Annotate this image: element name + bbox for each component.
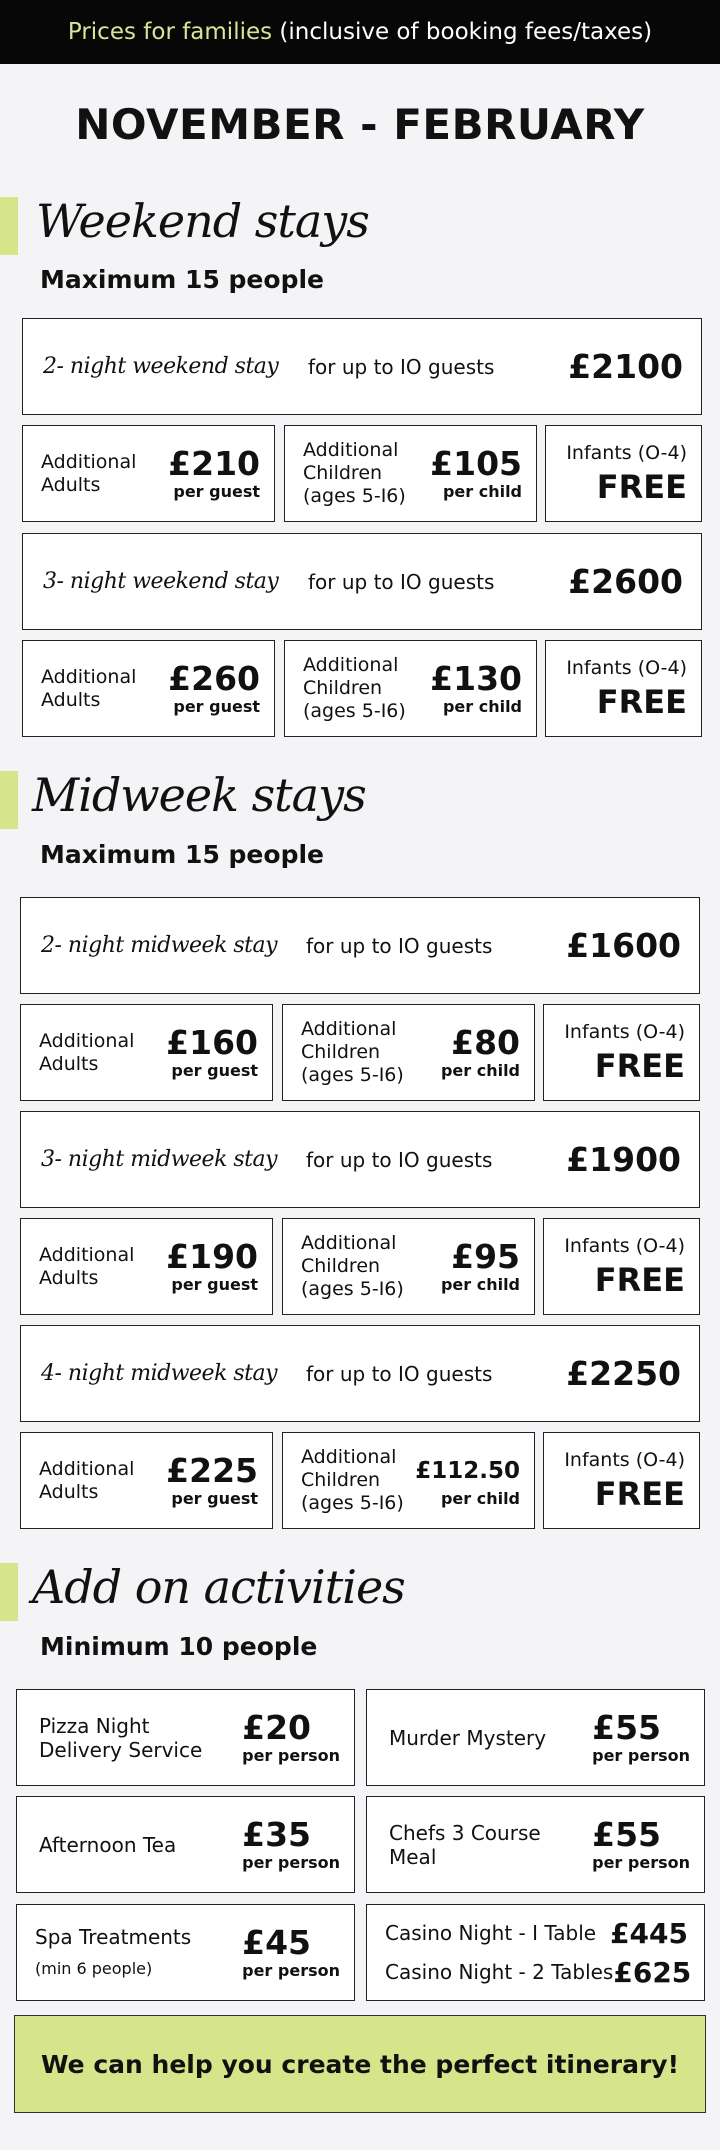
infant-price-box: [543, 1218, 700, 1315]
stay-price: £2600: [568, 562, 683, 601]
addon-label: Chefs 3 Course Meal: [389, 1820, 541, 1869]
infant-price-box: [545, 425, 702, 522]
section-accent: [0, 197, 18, 255]
addon-label: Murder Mystery: [389, 1725, 547, 1750]
infant-price: FREE: [596, 682, 687, 721]
casino-label: Casino Night - I Table: [385, 1921, 597, 1945]
casino-price: £445: [610, 1916, 688, 1950]
weekend-subtitle: Maximum 15 people: [40, 265, 324, 294]
addons-title: Add on activities: [32, 1560, 405, 1614]
weekend-title: Weekend stays: [36, 194, 369, 248]
child-price: £112.50: [415, 1458, 520, 1484]
addon-unit: per person: [242, 1961, 340, 1980]
addon-unit: per person: [592, 1853, 690, 1872]
child-label: Additional Children (ages 5-I6): [303, 439, 406, 507]
casino-label: Casino Night - 2 Tables: [385, 1960, 614, 1984]
addon-unit: per person: [242, 1853, 340, 1872]
child-price: £105: [430, 444, 522, 483]
child-label: Additional Children (ages 5-I6): [301, 1232, 404, 1300]
child-price-box: [282, 1432, 535, 1529]
stay-guests: for up to IO guests: [306, 1361, 493, 1386]
adult-price-box: [22, 640, 275, 737]
stay-guests: for up to IO guests: [308, 569, 495, 594]
addon-item: [16, 1796, 355, 1893]
addon-price: £45: [242, 1923, 312, 1962]
adult-label: Additional Adults: [41, 665, 137, 711]
addons-subtitle: Minimum 10 people: [40, 1632, 318, 1661]
addon-label: Afternoon Tea: [39, 1832, 177, 1857]
addon-note: (min 6 people): [35, 1958, 153, 1978]
infant-price-box: [545, 640, 702, 737]
addon-price: £55: [592, 1708, 662, 1747]
stay-price: £1900: [566, 1140, 681, 1179]
stay-row: [20, 1325, 700, 1422]
adult-price-box: [22, 425, 275, 522]
addon-label: Spa Treatments: [35, 1924, 192, 1949]
stay-row: [20, 1111, 700, 1208]
infant-price-box: [543, 1432, 700, 1529]
infant-label: Infants (O-4): [564, 1020, 685, 1043]
season-title: NOVEMBER - FEBRUARY: [75, 100, 645, 149]
infant-price: FREE: [596, 467, 687, 506]
child-unit: per child: [440, 1061, 520, 1080]
adult-unit: per guest: [171, 1061, 258, 1080]
stay-price: £1600: [566, 926, 681, 965]
child-unit: per child: [442, 697, 522, 716]
child-price-box: [282, 1004, 535, 1101]
child-price-box: [284, 640, 537, 737]
child-label: Additional Children (ages 5-I6): [301, 1446, 404, 1514]
stay-name: 4- night midweek stay: [41, 1361, 278, 1386]
midweek-title: Midweek stays: [32, 768, 366, 822]
adult-price: £210: [168, 444, 260, 483]
child-price-box: [284, 425, 537, 522]
addon-item: [366, 1689, 705, 1786]
itinerary-cta[interactable]: We can help you create the perfect itinerary!: [14, 2015, 706, 2113]
stay-name: 3- night weekend stay: [43, 569, 279, 594]
infant-label: Infants (O-4): [566, 656, 687, 679]
adult-price: £190: [166, 1237, 258, 1276]
pricing-banner: [0, 0, 720, 64]
addon-label: Pizza Night Delivery Service: [39, 1713, 203, 1762]
stay-row: [20, 897, 700, 994]
infant-price: FREE: [594, 1046, 685, 1085]
addon-price: £20: [242, 1708, 312, 1747]
adult-price-box: [20, 1218, 273, 1315]
child-unit: per child: [440, 1275, 520, 1294]
banner-highlight: Prices for families: [67, 19, 273, 45]
stay-name: 2- night midweek stay: [41, 933, 278, 958]
child-price: £95: [451, 1237, 520, 1276]
infant-label: Infants (O-4): [566, 441, 687, 464]
child-unit: per child: [440, 1489, 520, 1508]
adult-price-box: [20, 1004, 273, 1101]
stay-name: 3- night midweek stay: [41, 1147, 278, 1172]
adult-unit: per guest: [173, 697, 260, 716]
stay-row: [22, 533, 702, 630]
addon-price: £55: [592, 1815, 662, 1854]
adult-unit: per guest: [173, 482, 260, 501]
child-price: £130: [430, 659, 522, 698]
stay-price: £2250: [566, 1354, 681, 1393]
child-label: Additional Children (ages 5-I6): [303, 654, 406, 722]
adult-label: Additional Adults: [39, 1457, 135, 1503]
adult-price-box: [20, 1432, 273, 1529]
addon-price: £35: [242, 1815, 312, 1854]
stay-guests: for up to IO guests: [306, 933, 493, 958]
stay-price: £2100: [568, 347, 683, 386]
child-unit: per child: [442, 482, 522, 501]
section-accent: [0, 1563, 18, 1621]
adult-price: £160: [166, 1023, 258, 1062]
addon-unit: per person: [592, 1746, 690, 1765]
adult-label: Additional Adults: [39, 1029, 135, 1075]
infant-price-box: [543, 1004, 700, 1101]
adult-price: £225: [166, 1451, 258, 1490]
child-price-box: [282, 1218, 535, 1315]
infant-label: Infants (O-4): [564, 1448, 685, 1471]
adult-label: Additional Adults: [41, 450, 137, 496]
stay-guests: for up to IO guests: [306, 1147, 493, 1172]
adult-price: £260: [168, 659, 260, 698]
addon-item: [16, 1689, 355, 1786]
casino-price: £625: [613, 1955, 692, 1989]
child-label: Additional Children (ages 5-I6): [301, 1018, 404, 1086]
infant-price: FREE: [594, 1260, 685, 1299]
adult-unit: per guest: [171, 1489, 258, 1508]
addon-item: [366, 1796, 705, 1893]
adult-label: Additional Adults: [39, 1243, 135, 1289]
addon-item: [16, 1904, 355, 2001]
stay-name: 2- night weekend stay: [43, 354, 279, 379]
stay-guests: for up to IO guests: [308, 354, 495, 379]
casino-box: [366, 1904, 705, 2001]
infant-label: Infants (O-4): [564, 1234, 685, 1257]
banner-text: (inclusive of booking fees/taxes): [272, 19, 653, 45]
infant-price: FREE: [594, 1474, 685, 1513]
section-accent: [0, 771, 18, 829]
child-price: £80: [451, 1023, 520, 1062]
stay-row: [22, 318, 702, 415]
adult-unit: per guest: [171, 1275, 258, 1294]
addon-unit: per person: [242, 1746, 340, 1765]
midweek-subtitle: Maximum 15 people: [40, 840, 324, 869]
